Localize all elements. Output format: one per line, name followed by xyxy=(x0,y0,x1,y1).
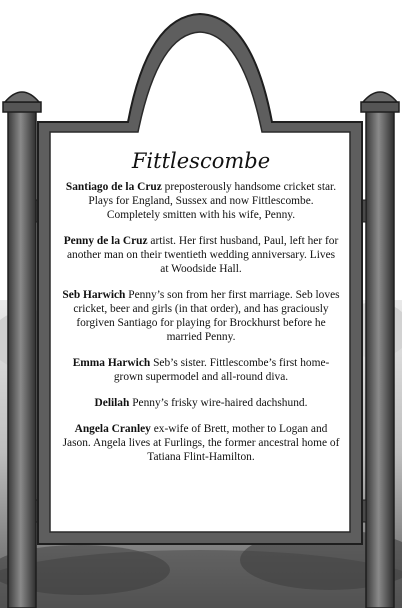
character-entry xyxy=(62,396,340,410)
sign-text-panel xyxy=(62,148,340,476)
character-name: Seb Harwich xyxy=(62,289,126,301)
character-description: Penny’s frisky wire-haired dachshund. xyxy=(129,397,308,409)
character-name: Penny de la Cruz xyxy=(63,235,148,247)
character-entry xyxy=(62,288,340,344)
character-entry xyxy=(62,180,340,222)
character-description: preposterously handsome cricket star. Plays for England, Sussex and now Fittlescombe. Completely smitten with his wife, Penny. xyxy=(88,181,337,221)
character-name: Angela Cranley xyxy=(74,423,151,435)
character-description: Penny’s son from her first marriage. Seb loves cricket, beer and girls (in that order), and has graciously forgiven Santiago for playing for Brockhurst before he married Penny. xyxy=(73,289,340,343)
character-name: Santiago de la Cruz xyxy=(65,181,162,193)
character-name: Delilah xyxy=(94,397,130,409)
character-description: ex-wife of Brett, mother to Logan and Jason. Angela lives at Furlings, the former ancestral home of Tatiana Flint-Hamilton. xyxy=(62,423,340,463)
character-entry xyxy=(62,422,340,464)
character-description: artist. Her first husband, Paul, left her for another man on their twentieth wedding anniversary. Lives at Woodside Hall. xyxy=(66,235,339,275)
right-post xyxy=(360,92,399,608)
character-name: Emma Harwich xyxy=(72,357,151,369)
character-entry xyxy=(62,234,340,276)
sign-title: Fittlescombe xyxy=(131,149,271,173)
character-description: Seb’s sister. Fittlescombe’s first home-grown supermodel and all-round diva. xyxy=(113,357,330,383)
left-post xyxy=(3,92,42,608)
character-entry xyxy=(62,356,340,384)
